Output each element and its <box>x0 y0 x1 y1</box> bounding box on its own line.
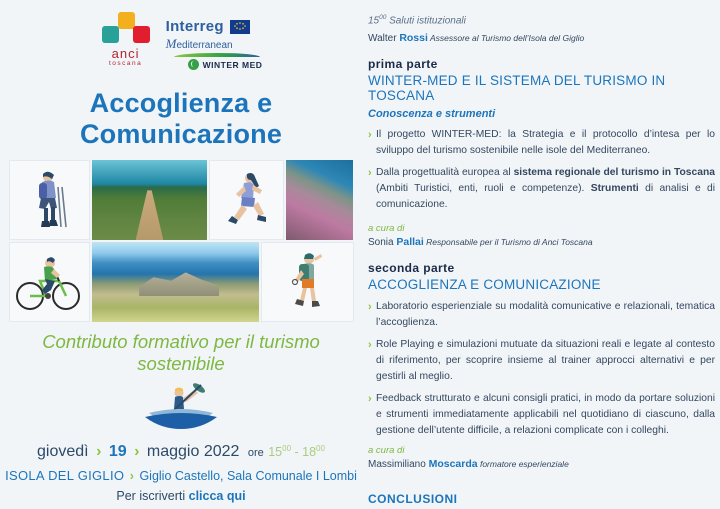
part2-kicker: seconda parte <box>368 261 455 276</box>
logo-row <box>0 0 362 72</box>
chevron-separator-icon: › <box>129 469 134 483</box>
winter-med-circle-icon <box>188 59 199 70</box>
curator-role: Responsabile per il Turismo di Anci Toscana <box>423 237 593 248</box>
chevron-separator-icon: › <box>96 443 102 460</box>
event-day-number: 19 <box>108 443 127 460</box>
chevron-bullet-icon: › <box>368 339 372 351</box>
registration-text: Per iscriverti <box>116 489 189 503</box>
part2-title: ACCOGLIENZA E COMUNICAZIONE <box>368 277 601 293</box>
bullet-text: Dalla progettualità europea al sistema regionale del turismo in Toscana (Ambiti Turistici, enti, ruoli e competenze). Strumenti di analisi e di comunicazione. <box>376 167 716 211</box>
part1-curator: Sonia Pallai Responsabile per il Turismo di Anci Toscana <box>368 236 593 249</box>
anci-squares-icon <box>100 12 152 46</box>
opening-title: Saluti istituzionali <box>386 15 466 27</box>
conclusions-heading: CONCLUSIONI <box>368 491 458 506</box>
bullet-item <box>368 391 715 439</box>
bullet-text: Role Playing e simulazioni mutuate da situazioni reali e legate al contesto di riferimento, per scoprire insieme al trainer approcci alternativi e per gestirli al meglio. <box>376 339 715 382</box>
winter-med-logo <box>188 59 263 70</box>
coastal-path-photo <box>92 160 207 240</box>
bullet-text: Feedback strutturato e alcuni consigli pratici, in modo da portare soluzioni e strumenti immediatamente applicabili nel quotidiano di ciascuno, dalla gestione dell’utente difficile, a relazioni complicate con i colleghi. <box>376 392 715 436</box>
swoosh-icon <box>174 53 260 57</box>
coast-flowers-photo <box>286 160 354 240</box>
chevron-separator-icon: › <box>134 443 140 460</box>
chevron-bullet-icon: › <box>368 129 372 142</box>
event-day: giovedì <box>37 443 89 460</box>
bullet-text: Il progetto WINTER-MED: la Strategia e il protocollo d’intesa per lo sviluppo del turismo sostenibile nelle isole del Mediterraneo. <box>376 129 715 157</box>
runner-illustration <box>209 160 284 240</box>
chevron-bullet-icon: › <box>368 167 372 180</box>
speaker-surname: Rossi <box>399 32 428 45</box>
opening-speaker: Walter Rossi Assessore al Turismo dell’Isola del Giglio <box>368 32 585 45</box>
chevron-bullet-icon: › <box>368 301 372 314</box>
eu-flag-icon <box>230 20 250 34</box>
part2-curator: Massimiliano Moscarda formatore esperienziale <box>368 457 569 470</box>
bullet-item <box>368 337 715 385</box>
event-time: $15^{00} - 18^{00}$ <box>268 443 325 459</box>
bullet-item <box>368 127 715 159</box>
part1-curated-by: a cura di <box>368 223 405 235</box>
bullet-text: Laboratorio esperienziale su modalità comunicative e relazionali, tematica l’accoglienza. <box>376 301 715 329</box>
location-venue: Giglio Castello, Sala Comunale I Lombi <box>139 469 357 483</box>
part2-curated-by: a cura di <box>368 444 405 456</box>
bullet-item <box>368 165 715 213</box>
part1-bullet-list <box>368 127 715 213</box>
winter-med-logo-text: WINTER MED <box>202 59 263 70</box>
speaker-role: Assessore al Turismo dell’Isola del Giglio <box>427 33 585 44</box>
photo-gallery <box>9 160 354 322</box>
location-place: ISOLA DEL GIGLIO <box>5 468 125 483</box>
part2-bullet-list <box>368 299 715 439</box>
registration-line <box>0 489 362 503</box>
anci-teal-square-icon <box>102 26 119 43</box>
part1-subtitle: Conoscenza e strumenti <box>368 108 496 121</box>
part1-kicker: prima parte <box>368 57 438 72</box>
register-link[interactable]: clicca qui <box>188 489 246 503</box>
chevron-bullet-icon: › <box>368 392 372 405</box>
interreg-logo <box>166 12 263 70</box>
kayaker-illustration <box>0 383 362 435</box>
program-panel <box>368 0 715 509</box>
anci-logo-text: anci <box>111 46 140 61</box>
page-title: Accoglienza e Comunicazione <box>79 88 283 149</box>
anci-yellow-square-icon <box>118 12 135 29</box>
cyclist-illustration <box>9 242 91 322</box>
curator-role: formatore esperienziale <box>477 458 569 469</box>
hiker-illustration <box>9 160 90 240</box>
time-label: ore <box>247 447 264 459</box>
event-date <box>0 443 362 461</box>
coast-bay-photo <box>92 242 259 322</box>
part1-title: WINTER-MED E IL SISTEMA DEL TURISMO IN TOSCANA <box>368 73 666 104</box>
event-location <box>0 468 362 483</box>
opening-item: $15^{00}$ Saluti istituzionali <box>368 14 466 27</box>
event-month-year: maggio 2022 <box>146 443 240 460</box>
flyer-subtitle: Contributo formativo per il turismo sostenibile <box>42 331 320 374</box>
bullet-item <box>368 299 715 331</box>
backpacker-illustration <box>261 242 353 322</box>
curator-surname: Moscarda <box>428 457 478 470</box>
curator-surname: Pallai <box>396 236 424 249</box>
interreg-logo-text: Interreg <box>165 18 224 35</box>
anci-toscana-logo <box>100 12 152 68</box>
anci-red-square-icon <box>133 26 150 43</box>
anci-logo-subtext: toscana <box>108 60 143 67</box>
mediterranean-logo-text: Mediterranean <box>165 36 233 51</box>
